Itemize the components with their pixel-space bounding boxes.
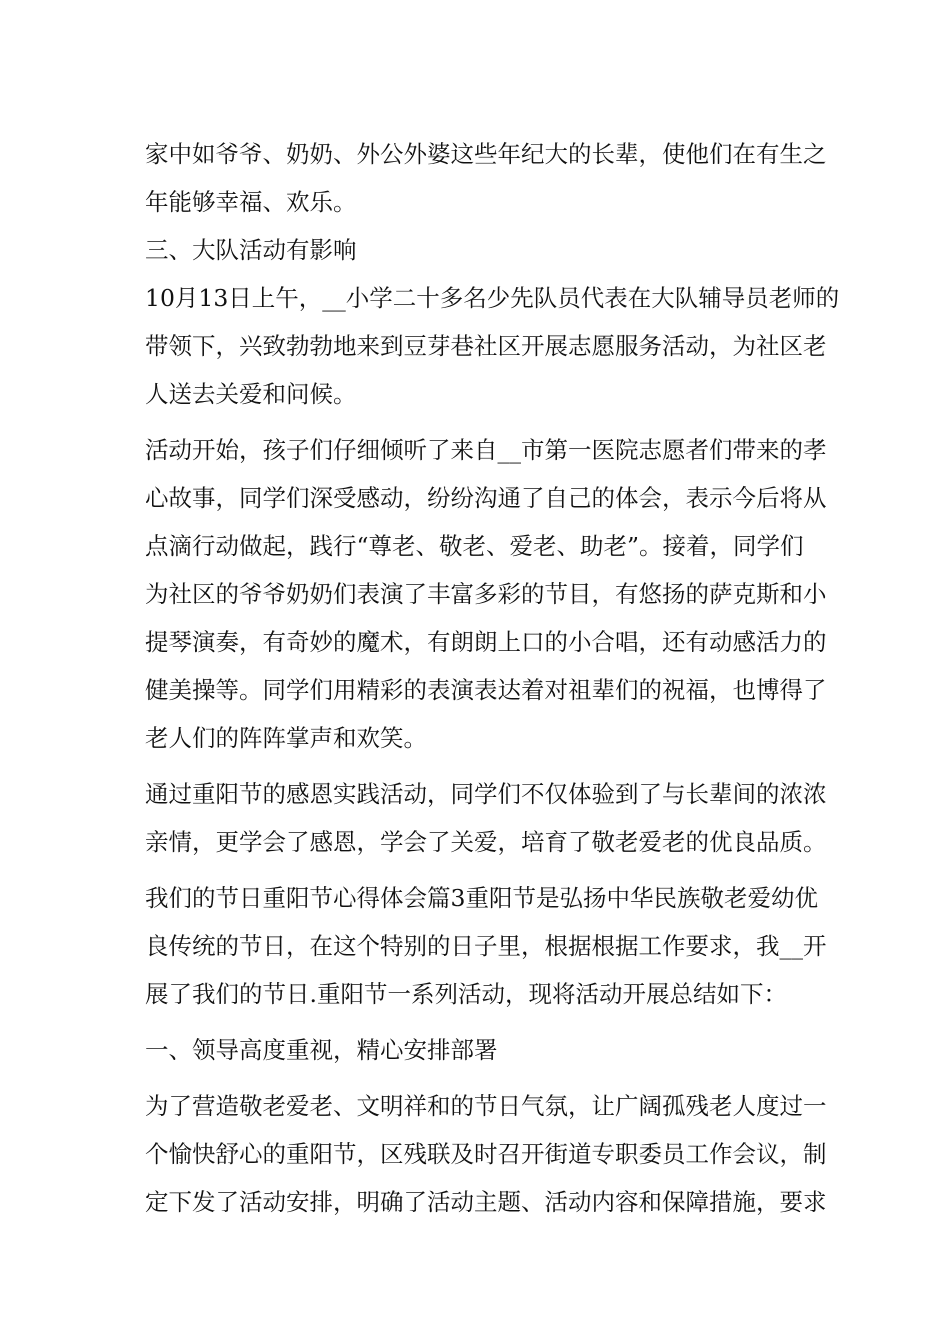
text-line: 家中如爷爷、奶奶、外公外婆这些年纪大的长辈，使他们在有生之	[145, 140, 827, 168]
text-line: 老人们的阵阵掌声和欢笑。	[145, 724, 427, 752]
text-line: 心故事，同学们深受感动，纷纷沟通了自己的体会，表示今后将从	[145, 484, 827, 512]
text-line: 带领下，兴致勃勃地来到豆芽巷社区开展志愿服务活动，为社区老	[145, 332, 827, 360]
text-line: 活动开始，孩子们仔细倾听了来自__市第一医院志愿者们带来的孝	[145, 436, 827, 464]
text-line: 年能够幸福、欢乐。	[145, 188, 357, 216]
text-line: 定下发了活动安排，明确了活动主题、活动内容和保障措施，要求	[145, 1188, 827, 1216]
section-heading: 三、大队活动有影响	[145, 236, 357, 264]
section-heading: 一、领导高度重视，精心安排部署	[145, 1036, 498, 1064]
text-line: 个愉快舒心的重阳节，区残联及时召开街道专职委员工作会议，制	[145, 1140, 827, 1168]
text-line: 为了营造敬老爱老、文明祥和的节日气氛，让广阔孤残老人度过一	[145, 1092, 827, 1120]
text-line: 10月13日上午，__小学二十多名少先队员代表在大队辅导员老师的	[145, 284, 840, 312]
text-line: 为社区的爷爷奶奶们表演了丰富多彩的节目，有悠扬的萨克斯和小	[145, 580, 827, 608]
text-line: 我们的节日重阳节心得体会篇3重阳节是弘扬中华民族敬老爱幼优	[145, 884, 818, 912]
text-line: 点滴行动做起，践行“尊老、敬老、爱老、助老”。接着，同学们	[145, 532, 804, 560]
text-line: 展了我们的节日.重阳节一系列活动，现将活动开展总结如下：	[145, 980, 787, 1008]
text-line: 良传统的节日，在这个特别的日子里，根据根据工作要求，我__开	[145, 932, 827, 960]
text-line: 通过重阳节的感恩实践活动，同学们不仅体验到了与长辈间的浓浓	[145, 780, 827, 808]
text-line: 健美操等。同学们用精彩的表演表达着对祖辈们的祝福，也博得了	[145, 676, 827, 704]
text-line: 亲情，更学会了感恩，学会了关爱，培育了敬老爱老的优良品质。	[145, 828, 827, 856]
text-line: 人送去关爱和问候。	[145, 380, 357, 408]
text-line: 提琴演奏，有奇妙的魔术，有朗朗上口的小合唱，还有动感活力的	[145, 628, 827, 656]
